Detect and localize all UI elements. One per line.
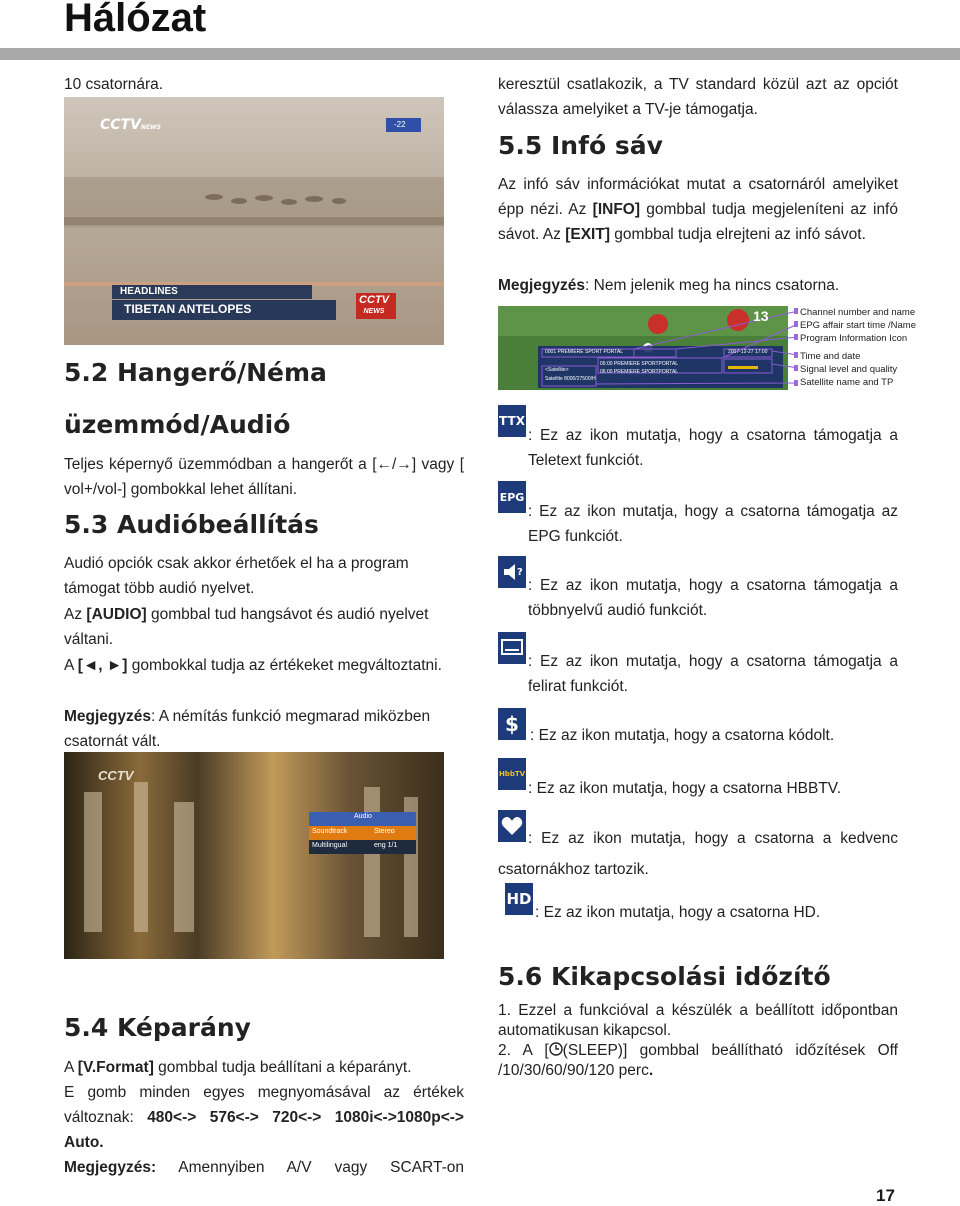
sleep-clock-icon (549, 1042, 563, 1056)
section-5-4-note (64, 1155, 464, 1180)
s53-p2-suffix: gombbal tud hangsávot és audió nyelvet váltani. (64, 606, 429, 648)
channel-number-box: -22 (394, 120, 406, 129)
speaker-glyph (501, 561, 523, 583)
s53-p3-suffix: gombokkal tudja az értékeket megváltoztatni. (127, 657, 442, 674)
s56-item2-end: . (648, 1062, 654, 1079)
section-5-4-paragraph-1 (64, 1055, 464, 1080)
vformat-button-label: [V.Format] (77, 1059, 154, 1076)
soundtrack-label: Soundtrack (312, 828, 348, 835)
audio-menu-title: Audio (354, 813, 372, 820)
info-bar-channel: 0001 PREMIERE SPORT PORTAL (545, 349, 623, 355)
teletext-text: : Ez az ikon mutatja, hogy a csatorna támogatja a Teletext funkciót. (528, 427, 898, 469)
page-title: Hálózat (64, 0, 207, 40)
label-time-date: Time and date (800, 351, 861, 362)
audio-button-label: [AUDIO] (86, 606, 147, 623)
cctv-logo-top-text: CCTV (100, 117, 141, 133)
label-signal: Signal level and quality (800, 364, 898, 375)
cctv-news-screenshot (64, 97, 444, 345)
s54-note-text: Amennyiben A/V vagy SCART-on (156, 1159, 464, 1176)
continued-text: keresztül csatlakozik, a TV standard közül azt az opciót válassza amelyiket a TV-je támogatja. (498, 76, 898, 118)
info-bar-tp: Satellite 8000/27500/H (545, 376, 596, 382)
label-program-info-icon: Program Information Icon (800, 333, 908, 344)
header-divider (0, 48, 960, 60)
cctv-logo-bottom-news: NEWS (363, 308, 385, 315)
s54-p2-prefix: E gomb minden egyes megnyomásával az értékek változnak: (64, 1084, 464, 1126)
teletext-icon: TTX (498, 405, 526, 437)
s53-p3-prefix: A (64, 657, 78, 674)
arrow-buttons-label: [◄, ►] (77, 657, 128, 674)
s53-p2-prefix: Az (64, 606, 87, 623)
section-5-3-note (64, 704, 464, 754)
audio-menu-screenshot (64, 752, 444, 959)
section-5-4-heading: 5.4 Képarány (64, 1013, 251, 1042)
epg-icon: EPG (498, 481, 526, 513)
hbbtv-icon: HbbTV (498, 758, 526, 790)
s56-item2-suffix: (SLEEP)] gombbal beállítható időzítések Off /10/30/60/90/120 perc (498, 1042, 898, 1079)
cctv-logo-top (100, 117, 161, 133)
s54-p1-prefix: A (64, 1059, 78, 1076)
section-5-2-heading-line2: üzemmód/Audió (64, 410, 291, 439)
info-bar-event-2: 06:00 PREMIERE SPORTPORTAL (600, 369, 679, 375)
section-5-6-item-1: 1. Ezzel a funkcióval a készülék a beállított időpontban automatikusan kikapcsol. (498, 1002, 898, 1039)
multi-audio-icon (498, 556, 526, 588)
info-bar-satellite: <Satellite> (545, 367, 569, 373)
headlines-label: HEADLINES (120, 286, 178, 297)
cctv-logo-audio: CCTV (98, 768, 134, 783)
icon-desc-scrambled: : Ez az ikon mutatja, hogy a csatorna kódolt. (530, 727, 835, 744)
section-5-2-paragraph: Teljes képernyő üzemmódban a hangerőt a [←/→] vagy [ vol+/vol-] gombokkal lehet állítani. (64, 456, 464, 498)
cctv-logo-bottom (359, 294, 389, 318)
cctv-logo-bottom-text: CCTV (359, 294, 389, 306)
resolution-sequence: 480<-> 576<-> 720<-> 1080i<->1080p<-> Auto. (64, 1109, 464, 1151)
s55-p1-c: gombbal tudja megjeleníteni az infó sávot. Az (498, 201, 898, 243)
icon-desc-hd: : Ez az ikon mutatja, hogy a csatorna HD. (535, 904, 821, 921)
s56-item2-prefix: 2. A [ (498, 1042, 549, 1059)
section-5-6-item-2 (498, 1041, 898, 1081)
subtitle-glyph (501, 639, 523, 657)
s54-note-label: Megjegyzés: (64, 1159, 157, 1176)
section-5-5-note (498, 273, 898, 298)
section-5-2-heading-line1: 5.2 Hangerő/Néma (64, 358, 327, 387)
section-5-3-paragraph-1: Audió opciók csak akkor érhetőek el ha a program támogat több audió nyelvet. (64, 555, 409, 597)
s55-p1-e: gombbal tudja elrejteni az infó sávot. (609, 226, 866, 243)
info-bar-screenshot (498, 306, 916, 390)
svg-text:?: ? (517, 567, 523, 578)
section-5-3-paragraph-3 (64, 653, 464, 678)
label-satellite: Satellite name and TP (800, 377, 894, 388)
cctv-logo-top-news: NEWS (140, 124, 161, 131)
info-bar-event-1: 05:00 PREMIERE SPORTPORTAL (600, 361, 679, 367)
s54-p1-suffix: gombbal tudja beállítani a képarányt. (153, 1059, 412, 1076)
section-5-3-paragraph-2 (64, 602, 464, 652)
info-labels (800, 306, 916, 389)
multilingual-label: Multilingual (312, 842, 348, 849)
scrambled-icon: $ (498, 708, 526, 740)
section-5-5-heading: 5.5 Infó sáv (498, 131, 663, 160)
section-5-4-paragraph-2 (64, 1080, 464, 1155)
icon-desc-subtitle: : Ez az ikon mutatja, hogy a csatorna támogatja a felirat funkciót. (528, 653, 898, 695)
exit-button-label: [EXIT] (565, 226, 610, 243)
shirt-number: 13 (753, 308, 769, 324)
audio-menu-illustration (64, 752, 444, 959)
subtitle-icon (498, 632, 526, 664)
s55-note-label: Megjegyzés (498, 277, 586, 294)
section-5-6-heading: 5.6 Kikapcsolási időzítő (498, 962, 831, 991)
icon-desc-hbbtv: : Ez az ikon mutatja, hogy a csatorna HBBTV. (528, 780, 842, 797)
section-5-3-heading: 5.3 Audióbeállítás (64, 510, 319, 539)
label-epg-affair: EPG affair start time /Name (800, 320, 916, 331)
label-channel-number: Channel number and name (800, 307, 916, 318)
icon-desc-multi-audio: : Ez az ikon mutatja, hogy a csatorna támogatja a többnyelvű audió funkciót. (528, 577, 898, 619)
note-text: : A némítás funkció megmarad miközben csatornát vált. (64, 708, 431, 750)
soundtrack-value: Stereo (374, 828, 395, 835)
headline-text: TIBETAN ANTELOPES (124, 302, 252, 316)
icon-desc-epg: : Ez az ikon mutatja, hogy a csatorna támogatja az EPG funkciót. (528, 503, 898, 545)
info-bar-date: 2007-12-27 17:00 (728, 349, 768, 355)
icon-desc-teletext (528, 423, 898, 473)
note-label: Megjegyzés (64, 708, 152, 725)
s55-p1-a: Az infó sáv információkat mutat a csatornáról amelyiket épp nézi. Az (498, 176, 898, 218)
multilingual-value: eng 1/1 (374, 842, 398, 849)
page-number: 17 (876, 1186, 895, 1205)
intro-line: 10 csatornára. (64, 76, 164, 93)
s55-note-text: : Nem jelenik meg ha nincs csatorna. (585, 277, 840, 294)
section-5-5-paragraph (498, 172, 898, 247)
info-button-label: [INFO] (592, 201, 641, 218)
hd-icon: HD (505, 883, 533, 915)
icon-desc-favorite: : Ez az ikon mutatja, hogy a csatorna a kedvenc csatornákhoz tartozik. (498, 830, 898, 878)
